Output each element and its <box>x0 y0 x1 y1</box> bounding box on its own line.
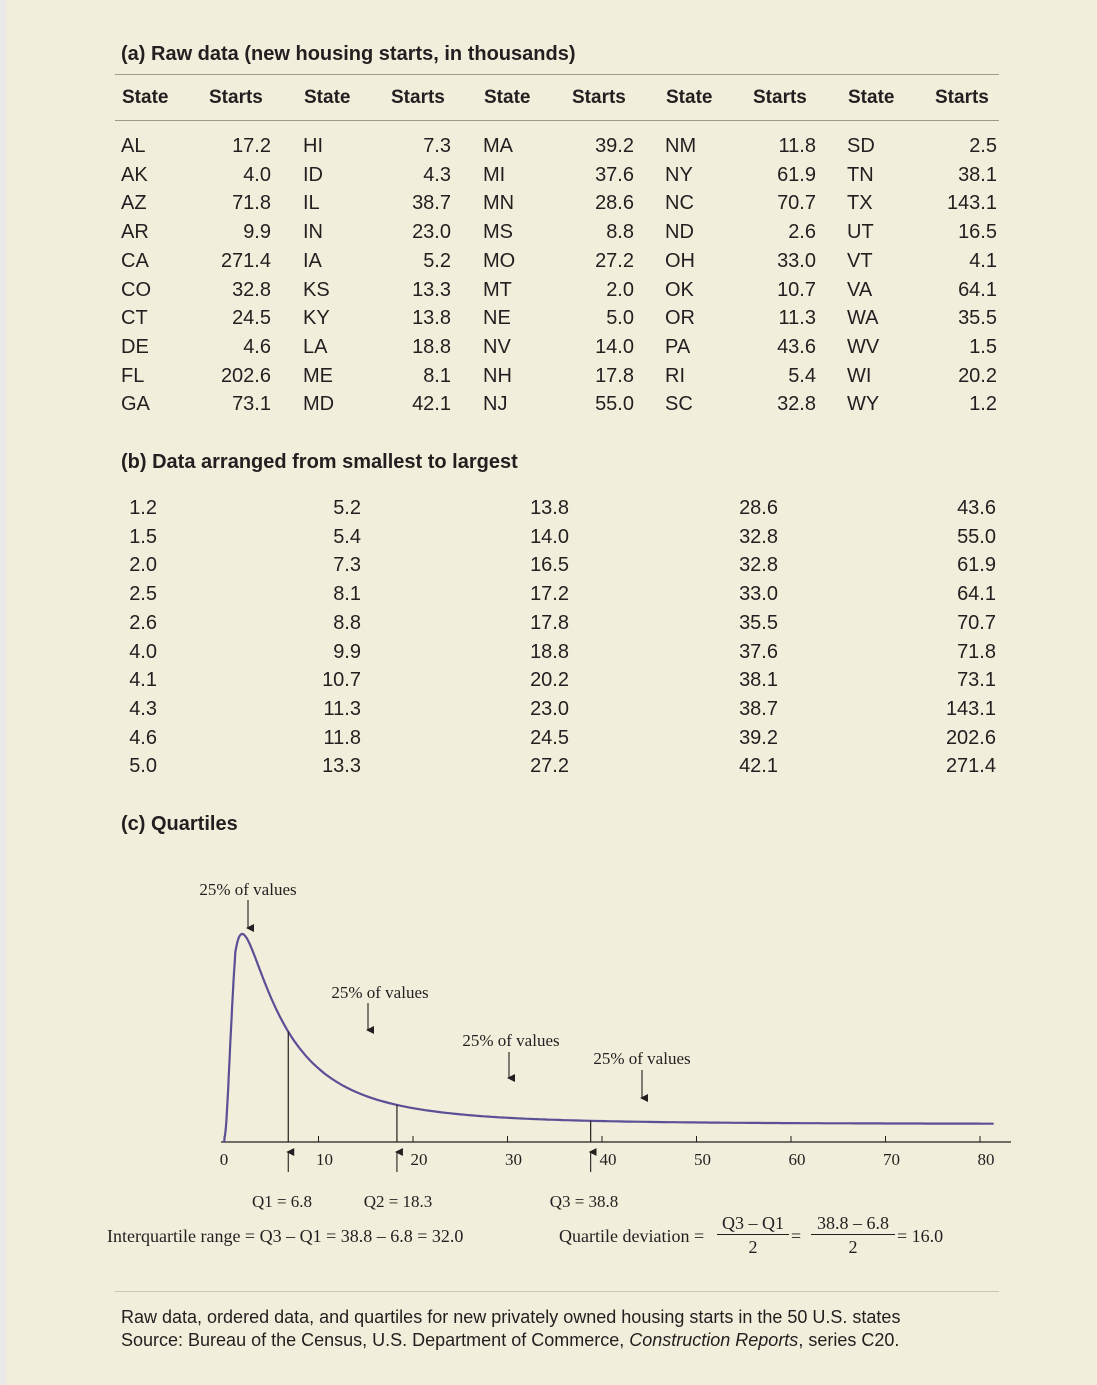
header-starts: Starts <box>391 87 445 108</box>
state-code: ND <box>665 221 694 244</box>
header-starts: Starts <box>935 87 989 108</box>
state-code: SC <box>665 393 693 416</box>
starts-value: 17.8 <box>595 364 634 387</box>
sorted-value: 64.1 <box>957 583 996 606</box>
sorted-value: 2.5 <box>129 583 157 606</box>
starts-value: 1.5 <box>969 335 997 358</box>
sorted-value: 271.4 <box>945 755 996 778</box>
quarter-annotations <box>199 880 690 1098</box>
state-code: KY <box>303 307 330 330</box>
sorted-value: 38.7 <box>739 697 778 720</box>
starts-value: 55.0 <box>595 393 634 416</box>
caption-rule <box>115 1291 999 1292</box>
state-code: OR <box>665 307 695 330</box>
sorted-value: 43.6 <box>957 497 996 519</box>
quarter-label-3: 25% of values <box>462 1031 560 1050</box>
sorted-value: 4.3 <box>129 697 157 720</box>
starts-value: 1.2 <box>969 393 997 416</box>
state-code: AL <box>121 135 146 157</box>
starts-value: 5.4 <box>788 364 816 387</box>
state-code: NC <box>665 192 694 215</box>
state-code: MS <box>483 221 513 244</box>
starts-value: 7.3 <box>423 135 451 157</box>
state-code: AR <box>121 221 149 244</box>
sorted-value: 61.9 <box>957 554 996 577</box>
state-code: SD <box>847 135 875 157</box>
sorted-value: 17.8 <box>530 611 569 634</box>
starts-value: 38.7 <box>412 192 451 215</box>
state-code: GA <box>121 393 150 416</box>
section-a-header-rule <box>115 120 999 121</box>
sorted-value: 73.1 <box>957 669 996 692</box>
starts-value: 11.8 <box>778 135 816 157</box>
sorted-value: 32.8 <box>739 525 778 548</box>
sorted-value: 27.2 <box>530 755 569 778</box>
caption-line-1: Raw data, ordered data, and quartiles for new privately owned housing starts in the 50 U.S. states <box>121 1307 901 1327</box>
starts-value: 33.0 <box>777 249 816 272</box>
sorted-value: 24.5 <box>530 726 569 749</box>
state-code: RI <box>665 364 685 387</box>
starts-value: 143.1 <box>946 192 997 215</box>
header-starts: Starts <box>753 87 807 108</box>
qd-fraction2-denominator: 2 <box>848 1237 858 1257</box>
x-tick-label: 60 <box>788 1150 806 1169</box>
starts-value: 42.1 <box>412 393 451 416</box>
x-tick-label: 50 <box>694 1150 711 1169</box>
sorted-value: 1.2 <box>129 497 157 519</box>
header-starts: Starts <box>209 87 263 108</box>
starts-value: 13.8 <box>412 307 451 330</box>
state-code: KS <box>303 278 330 301</box>
sorted-value: 70.7 <box>957 611 996 634</box>
qd-fraction1-denominator: 2 <box>748 1237 758 1257</box>
sorted-value: 13.8 <box>530 497 569 519</box>
x-tick-label: 40 <box>599 1150 617 1169</box>
starts-value: 2.0 <box>606 278 634 301</box>
starts-value: 64.1 <box>958 278 997 301</box>
starts-value: 39.2 <box>595 135 634 157</box>
x-axis <box>220 1136 1011 1169</box>
sorted-value: 2.6 <box>129 611 157 634</box>
sorted-value: 4.0 <box>129 640 157 663</box>
header-state: State <box>666 87 713 108</box>
starts-value: 8.8 <box>606 221 634 244</box>
state-code: MA <box>483 135 513 157</box>
sorted-value: 38.1 <box>739 669 778 692</box>
starts-value: 28.6 <box>595 192 634 215</box>
sorted-value: 20.2 <box>530 669 569 692</box>
starts-value: 20.2 <box>958 364 997 387</box>
sorted-value: 8.8 <box>333 611 361 634</box>
sorted-value: 9.9 <box>333 640 361 663</box>
page <box>6 0 1097 1385</box>
x-tick-label: 10 <box>316 1150 333 1169</box>
state-code: AK <box>121 163 148 186</box>
sorted-value: 10.7 <box>322 669 361 692</box>
quartile-diagram <box>6 870 1097 1270</box>
q2-label: Q2 = 18.3 <box>363 1192 433 1211</box>
q3-label: Q3 = 38.8 <box>549 1192 619 1211</box>
qd-fraction1-numerator: Q3 – Q1 <box>717 1213 789 1235</box>
state-code: VA <box>847 278 873 301</box>
section-c-title: (c) Quartiles <box>121 813 238 835</box>
header-state: State <box>304 87 351 108</box>
qd-result: = 16.0 <box>897 1226 944 1246</box>
sorted-value: 18.8 <box>530 640 569 663</box>
starts-value: 32.8 <box>232 278 271 301</box>
quarter-label-2: 25% of values <box>331 983 429 1002</box>
starts-value: 18.8 <box>412 335 451 358</box>
sorted-value: 4.6 <box>129 726 157 749</box>
header-state: State <box>848 87 895 108</box>
sorted-value: 42.1 <box>739 755 778 778</box>
starts-value: 16.5 <box>958 221 997 244</box>
quarter-label-1: 25% of values <box>199 880 297 899</box>
header-state: State <box>122 87 169 108</box>
sorted-value: 8.1 <box>333 583 361 606</box>
state-code: MT <box>483 278 512 301</box>
sorted-value: 32.8 <box>739 554 778 577</box>
state-code: NY <box>665 163 693 186</box>
state-code: ID <box>303 163 323 186</box>
sorted-value: 17.2 <box>530 583 569 606</box>
starts-value: 11.3 <box>778 307 816 330</box>
starts-value: 71.8 <box>232 192 271 215</box>
state-code: NE <box>483 307 511 330</box>
state-code: CT <box>121 307 148 330</box>
state-code: CO <box>121 278 151 301</box>
state-code: MI <box>483 163 506 186</box>
starts-value: 32.8 <box>777 393 816 416</box>
state-code: VT <box>847 249 873 272</box>
starts-value: 17.2 <box>232 135 271 157</box>
starts-value: 37.6 <box>595 163 634 186</box>
section-a-top-rule <box>115 74 999 75</box>
sorted-value: 33.0 <box>739 583 778 606</box>
qd-prefix: Quartile deviation = <box>559 1226 705 1246</box>
state-code: NV <box>483 335 511 358</box>
starts-value: 9.9 <box>243 221 271 244</box>
starts-value: 23.0 <box>412 221 451 244</box>
qd-equals: = <box>791 1226 802 1246</box>
sorted-value: 23.0 <box>530 697 569 720</box>
q1-label: Q1 = 6.8 <box>251 1192 313 1211</box>
x-tick-label: 30 <box>505 1150 522 1169</box>
starts-value: 27.2 <box>595 249 634 272</box>
state-code: UT <box>847 221 874 244</box>
sorted-value: 14.0 <box>530 525 569 548</box>
sorted-value: 28.6 <box>739 497 778 519</box>
state-code: ME <box>303 364 333 387</box>
sorted-value: 5.0 <box>129 755 157 778</box>
starts-value: 2.6 <box>788 221 816 244</box>
qd-fraction2-numerator: 38.8 – 6.8 <box>811 1213 895 1235</box>
state-code: WV <box>847 335 880 358</box>
state-code: NH <box>483 364 512 387</box>
starts-value: 43.6 <box>777 335 816 358</box>
starts-value: 202.6 <box>220 364 271 387</box>
sorted-value: 11.3 <box>323 697 361 720</box>
sorted-value: 71.8 <box>957 640 996 663</box>
sorted-value: 11.8 <box>323 726 361 749</box>
sorted-value: 4.1 <box>129 669 157 692</box>
sorted-value: 35.5 <box>739 611 778 634</box>
state-code: IN <box>303 221 323 244</box>
header-state: State <box>484 87 531 108</box>
state-code: CA <box>121 249 149 272</box>
sorted-value: 39.2 <box>739 726 778 749</box>
sorted-value: 7.3 <box>333 554 361 577</box>
sorted-value: 143.1 <box>945 697 996 720</box>
starts-value: 35.5 <box>958 307 997 330</box>
starts-value: 4.1 <box>969 249 997 272</box>
starts-value: 14.0 <box>595 335 634 358</box>
state-code: AZ <box>121 192 147 215</box>
state-code: OK <box>665 278 694 301</box>
sorted-value: 5.2 <box>333 497 361 519</box>
starts-value: 13.3 <box>412 278 451 301</box>
interquartile-range-formula: Interquartile range = Q3 – Q1 = 38.8 – 6.8 = 32.0 <box>107 1226 464 1246</box>
state-code: WA <box>847 307 879 330</box>
header-starts: Starts <box>572 87 626 108</box>
state-code: TX <box>847 192 873 215</box>
state-code: IL <box>303 192 320 215</box>
starts-value: 61.9 <box>777 163 816 186</box>
sorted-value: 37.6 <box>739 640 778 663</box>
starts-value: 4.3 <box>423 163 451 186</box>
starts-value: 4.0 <box>243 163 271 186</box>
state-code: OH <box>665 249 695 272</box>
state-code: NM <box>665 135 697 157</box>
starts-value: 70.7 <box>777 192 816 215</box>
state-code: WY <box>847 393 880 416</box>
sorted-value: 13.3 <box>322 755 361 778</box>
state-code: LA <box>303 335 328 358</box>
state-code: HI <box>303 135 323 157</box>
sorted-value: 55.0 <box>957 525 996 548</box>
state-code: TN <box>847 163 874 186</box>
state-code: NJ <box>483 393 508 416</box>
sorted-value: 5.4 <box>333 525 361 548</box>
distribution-curve <box>224 934 994 1142</box>
state-code: DE <box>121 335 149 358</box>
x-tick-label: 80 <box>977 1150 995 1169</box>
starts-value: 2.5 <box>969 135 997 157</box>
state-code: PA <box>665 335 691 358</box>
sorted-value: 16.5 <box>530 554 569 577</box>
state-code: MD <box>303 393 335 416</box>
starts-value: 271.4 <box>220 249 271 272</box>
state-code: WI <box>847 364 872 387</box>
section-a-title: (a) Raw data (new housing starts, in thousands) <box>121 43 576 65</box>
state-code: MN <box>483 192 515 215</box>
sorted-value: 2.0 <box>129 554 157 577</box>
starts-value: 8.1 <box>423 364 451 387</box>
figure-caption <box>121 1306 900 1352</box>
quarter-label-4: 25% of values <box>593 1049 691 1068</box>
starts-value: 24.5 <box>232 307 271 330</box>
x-tick-label: 20 <box>410 1150 428 1169</box>
quartile-labels <box>252 1152 618 1211</box>
starts-value: 73.1 <box>232 393 271 416</box>
sorted-value: 1.5 <box>129 525 157 548</box>
starts-value: 10.7 <box>777 278 816 301</box>
starts-value: 38.1 <box>958 163 997 186</box>
starts-value: 5.0 <box>606 307 634 330</box>
caption-line-2: Source: Bureau of the Census, U.S. Department of Commerce, Construction Reports, series C20. <box>121 1330 900 1350</box>
state-code: IA <box>303 249 322 272</box>
x-tick-label: 0 <box>219 1150 229 1169</box>
state-code: FL <box>121 364 145 387</box>
starts-value: 4.6 <box>243 335 271 358</box>
starts-value: 5.2 <box>423 249 451 272</box>
section-b-title: (b) Data arranged from smallest to largest <box>121 451 518 473</box>
state-code: MO <box>483 249 516 272</box>
sorted-value: 202.6 <box>945 726 996 749</box>
x-tick-label: 70 <box>883 1150 900 1169</box>
